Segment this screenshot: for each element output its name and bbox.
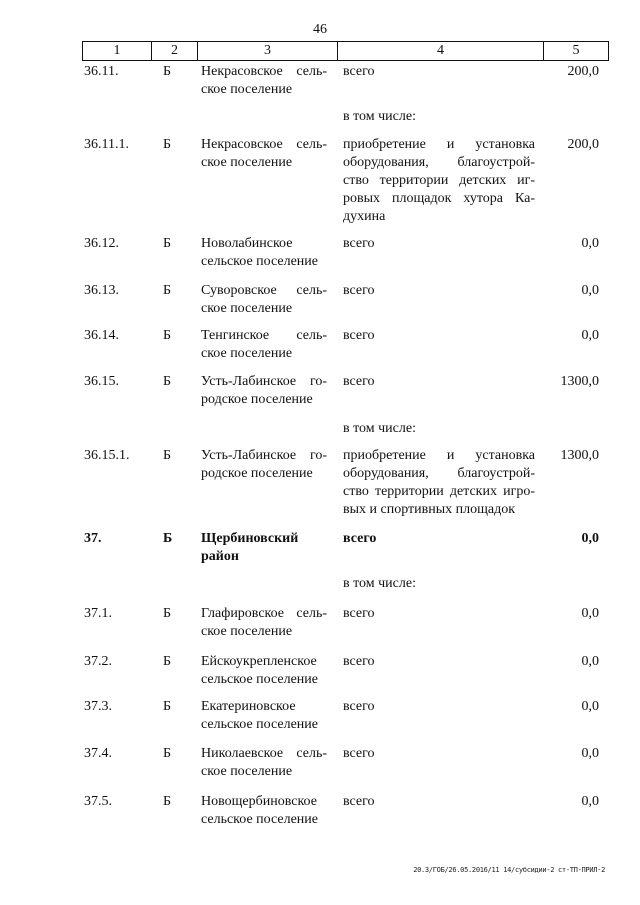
row-purpose: приобретение и установка оборудования, благоустрой- ство территории детских игро- вых и спортивных площадок [343, 448, 535, 517]
row-category: Б [163, 654, 172, 669]
row-purpose: всего [343, 236, 375, 251]
page-number: 46 [313, 22, 327, 37]
row-category: Б [163, 794, 172, 809]
row-purpose: приобретение и установка оборудования, благоустрой- ство территории детских иг- ровых площадок хутора Ка- духина [343, 137, 535, 224]
row-number: 37.2. [84, 654, 112, 669]
document-footer-code: 20.3/ГОБ/26.05.2016/11 14/субсидии-2 ст-ТП-ПРИЛ-2 [413, 866, 605, 874]
row-municipality: Суворовское сель- ское поселение [201, 283, 327, 316]
row-category: Б [163, 531, 173, 546]
row-number: 36.11.1. [84, 137, 129, 152]
row-purpose: всего [343, 794, 375, 809]
row-number: 36.13. [84, 283, 119, 298]
header-col-5: 5 [544, 42, 609, 61]
row-number: 36.12. [84, 236, 119, 251]
row-municipality: Некрасовское сель- ское поселение [201, 64, 327, 97]
row-purpose: всего [343, 374, 375, 389]
row-number: 37.1. [84, 606, 112, 621]
row-amount: 200,0 [567, 137, 599, 152]
row-category: Б [163, 746, 172, 761]
row-amount: 0,0 [581, 236, 599, 251]
row-amount: 0,0 [581, 794, 599, 809]
subheading: в том числе: [343, 576, 416, 591]
row-number: 36.11. [84, 64, 119, 79]
row-amount: 0,0 [581, 699, 599, 714]
row-amount: 1300,0 [560, 374, 599, 389]
row-municipality: Усть-Лабинское го- родское поселение [201, 374, 327, 407]
subheading: в том числе: [343, 421, 416, 436]
subheading: в том числе: [343, 109, 416, 124]
row-municipality: Николаевское сель- ское поселение [201, 746, 327, 779]
row-amount: 1300,0 [560, 448, 599, 463]
row-purpose: всего [343, 606, 375, 621]
row-municipality: Усть-Лабинское го- родское поселение [201, 448, 327, 481]
row-municipality: Щербиновский район [201, 531, 299, 564]
row-municipality: Глафировское сель- ское поселение [201, 606, 327, 639]
row-category: Б [163, 328, 172, 343]
row-amount: 0,0 [581, 746, 599, 761]
row-number: 36.14. [84, 328, 119, 343]
row-purpose: всего [343, 328, 375, 343]
row-number: 37. [84, 531, 102, 546]
row-municipality: Новолабинское сельское поселение [201, 236, 318, 269]
row-purpose: всего [343, 531, 377, 546]
row-municipality: Екатериновское сельское поселение [201, 699, 318, 732]
row-number: 36.15.1. [84, 448, 130, 463]
row-amount: 0,0 [581, 606, 599, 621]
row-purpose: всего [343, 64, 375, 79]
row-amount: 0,0 [581, 283, 599, 298]
row-purpose: всего [343, 746, 375, 761]
row-purpose: всего [343, 654, 375, 669]
header-col-3: 3 [198, 42, 338, 61]
row-municipality: Некрасовское сель- ское поселение [201, 137, 327, 170]
header-col-4: 4 [338, 42, 544, 61]
row-purpose: всего [343, 699, 375, 714]
row-number: 36.15. [84, 374, 119, 389]
row-category: Б [163, 64, 172, 79]
row-amount: 0,0 [581, 531, 599, 546]
row-municipality: Ейскоукрепленское сельское поселение [201, 654, 318, 687]
row-number: 37.3. [84, 699, 112, 714]
row-category: Б [163, 283, 172, 298]
row-amount: 200,0 [567, 64, 599, 79]
row-purpose: всего [343, 283, 375, 298]
row-amount: 0,0 [581, 328, 599, 343]
row-amount: 0,0 [581, 654, 599, 669]
row-category: Б [163, 448, 172, 463]
row-category: Б [163, 606, 172, 621]
row-category: Б [163, 137, 172, 152]
row-category: Б [163, 699, 172, 714]
row-number: 37.4. [84, 746, 112, 761]
row-category: Б [163, 236, 172, 251]
header-col-1: 1 [83, 42, 152, 61]
row-category: Б [163, 374, 172, 389]
header-col-2: 2 [152, 42, 198, 61]
row-municipality: Тенгинское сель- ское поселение [201, 328, 327, 361]
row-number: 37.5. [84, 794, 112, 809]
row-municipality: Новощербиновское сельское поселение [201, 794, 318, 827]
